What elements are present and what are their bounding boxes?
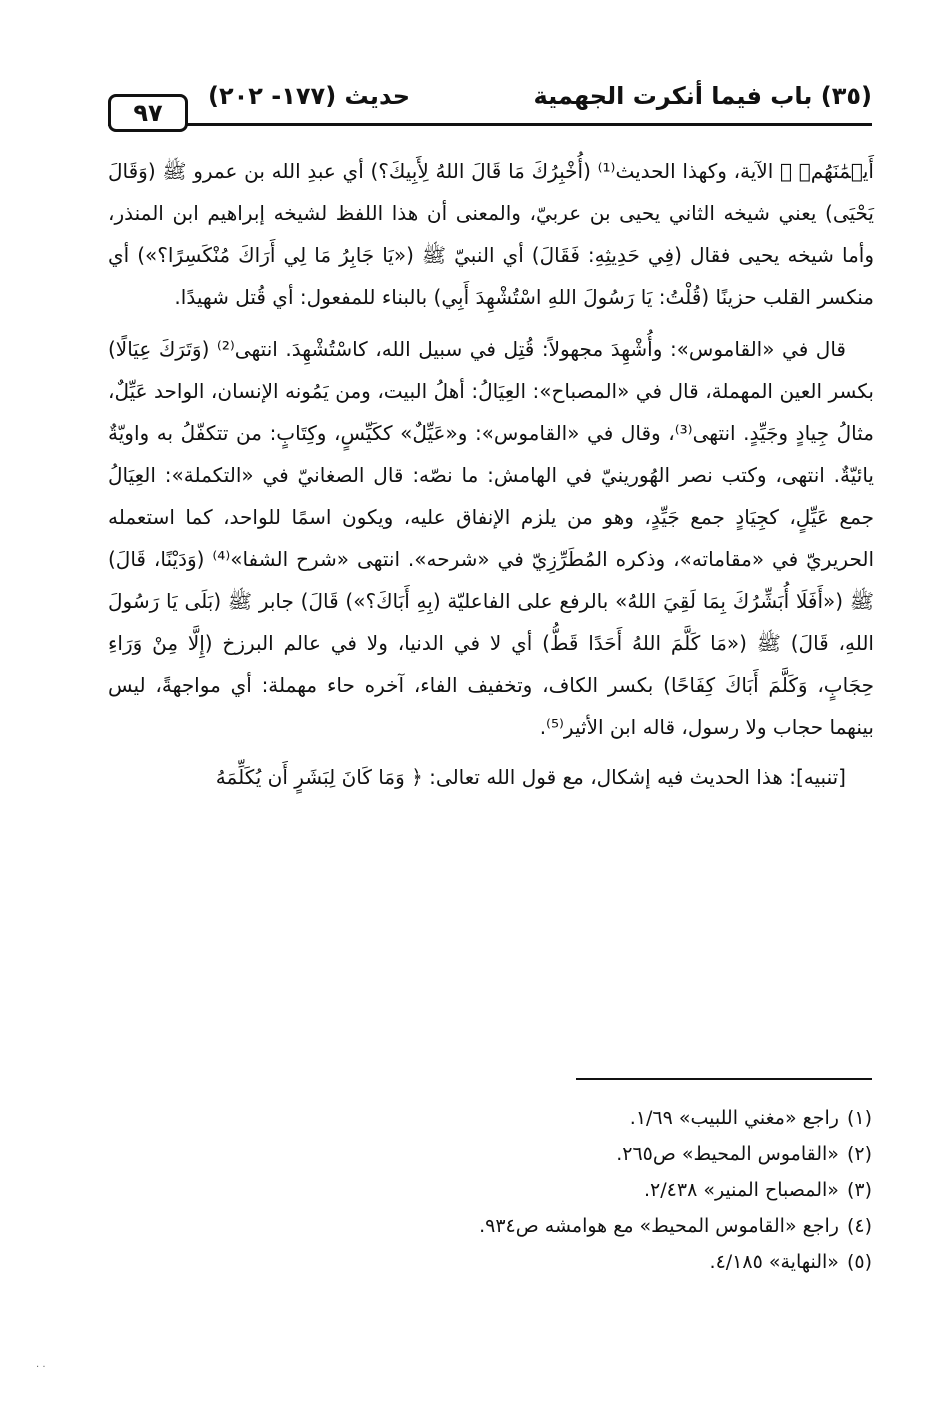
footnote-item (108, 1136, 872, 1172)
footnote-separator (576, 1078, 872, 1080)
hadith-range: حديث (١٧٧- ٢٠٢) (208, 82, 411, 110)
chapter-title: (٣٥) باب فيما أنكرت الجهمية (533, 82, 872, 110)
main-text (108, 150, 874, 798)
footnote-text: راجع «القاموس المحيط» مع هوامشه ص٩٣٤. (479, 1215, 839, 1237)
footnotes (108, 1100, 872, 1280)
footnote-number: (٥) (846, 1251, 872, 1273)
footnote-item (108, 1208, 872, 1244)
page-header (108, 82, 872, 128)
page-number: ٩٧ (133, 99, 163, 127)
footnote-text: راجع «مغني اللبيب» ١/٦٩. (629, 1107, 839, 1129)
footnote-number: (٢) (846, 1143, 872, 1165)
paragraph-3: [تنبيه]: هذا الحديث فيه إشكال، مع قول الله تعالى: ﴿ وَمَا كَانَ لِبَشَرٍ أَن يُكَلِّمَهُ (215, 765, 846, 789)
footnote-text: «النهاية» ٤/١٨٥. (709, 1251, 839, 1273)
paragraph-2: قال في «القاموس»: وأُشْهِدَ مجهولاً: قُتِل في سبيل الله، كاسْتُشْهِدَ. انتهى⁽²⁾ (وَتَرَكَ عِيَالًا) بكسر العين المهملة، قال في «المصباح»: العِيَالُ: أهلُ البيت، ومن يَمُونه الإنسان، الواحد عَيِّلٌ، مثالُ جِيادٍ وجَيِّدٍ. انتهى⁽³⁾، وقال في «القاموس»: و«عَيِّلٌ» ككَيِّسٍ، وكِتَابٍ: من تتكفّلُ به واويّةٌ يائيّةٌ. انتهى، وكتب نصر الهُورينيّ في الهامش: ما نصّه: قال الصغانيّ في «التكملة»: العِيَالُ جمع عَيِّلٍ، كجِيَادٍ جمع جَيِّدٍ، وهو من يلزم الإنفاق عليه، ويكون اسمًا للواحد، كما استعمله الحريريّ في «مقاماته»، وذكره المُطَرِّزِيّ في «شرحه». انتهى «شرح الشفا»⁽⁴⁾ (وَدَيْنًا، قَالَ) ﷺ («أَفَلَا أُبَشِّرُكَ بِمَا لَقِيَ اللهُ» بالرفع على الفاعليّة (بِهِ أَبَاكَ؟») قَالَ) جابر ﷺ (بَلَى يَا رَسُولَ اللهِ، قَالَ) ﷺ («مَا كَلَّمَ اللهُ أَحَدًا قَطُّ) أي لا في الدنيا، ولا في عالم البرزخ (إِلَّا مِنْ وَرَاءِ حِجَابٍ، وَكَلَّمَ أَبَاكَ كِفَاحًا) بكسر الكاف، وتخفيف الفاء، آخره حاء مهملة: أي مواجهةً، ليس بينهما حجاب ولا رسول، قاله ابن الأثير⁽⁵⁾. (108, 337, 875, 739)
footnote-text: «القاموس المحيط» ص٢٦٥. (616, 1143, 839, 1165)
footnote-number: (١) (846, 1107, 872, 1129)
footnote-item (108, 1244, 872, 1280)
footnote-item (108, 1100, 872, 1136)
footnote-number: (٣) (846, 1179, 872, 1201)
footnote-text: «المصباح المنير» ٢/٤٣٨. (644, 1179, 839, 1201)
scan-specks: · · (36, 1362, 46, 1373)
paragraph-1: أَيۡمَٰنَهُمۡ ﴾ الآية، وكهذا الحديث⁽¹⁾ (أُخْبِرُكَ مَا قَالَ اللهُ لِأَبِيكَ؟) أي عبدِ الله بن عمرو ﷺ (وَقَالَ يَحْيَى) يعني شيخه الثاني يحيى بن عربيّ، والمعنى أن هذا اللفظ لشيخه إبراهيم ابن المنذر، وأما شيخه يحيى فقال (فِي حَدِيثِهِ: فَقَالَ) أي النبيّ ﷺ («يَا جَابِرُ مَا لِي أَرَاكَ مُنْكَسِرًا؟») أي منكسر القلب حزينًا (قُلْتُ: يَا رَسُولَ اللهِ اسْتُشْهِدَ أَبِي) بالبناء للمفعول: أي قُتل شهيدًا. (108, 159, 874, 309)
page-number-box (108, 94, 188, 132)
footnote-item (108, 1172, 872, 1208)
header-rule (108, 123, 872, 126)
footnote-number: (٤) (846, 1215, 872, 1237)
